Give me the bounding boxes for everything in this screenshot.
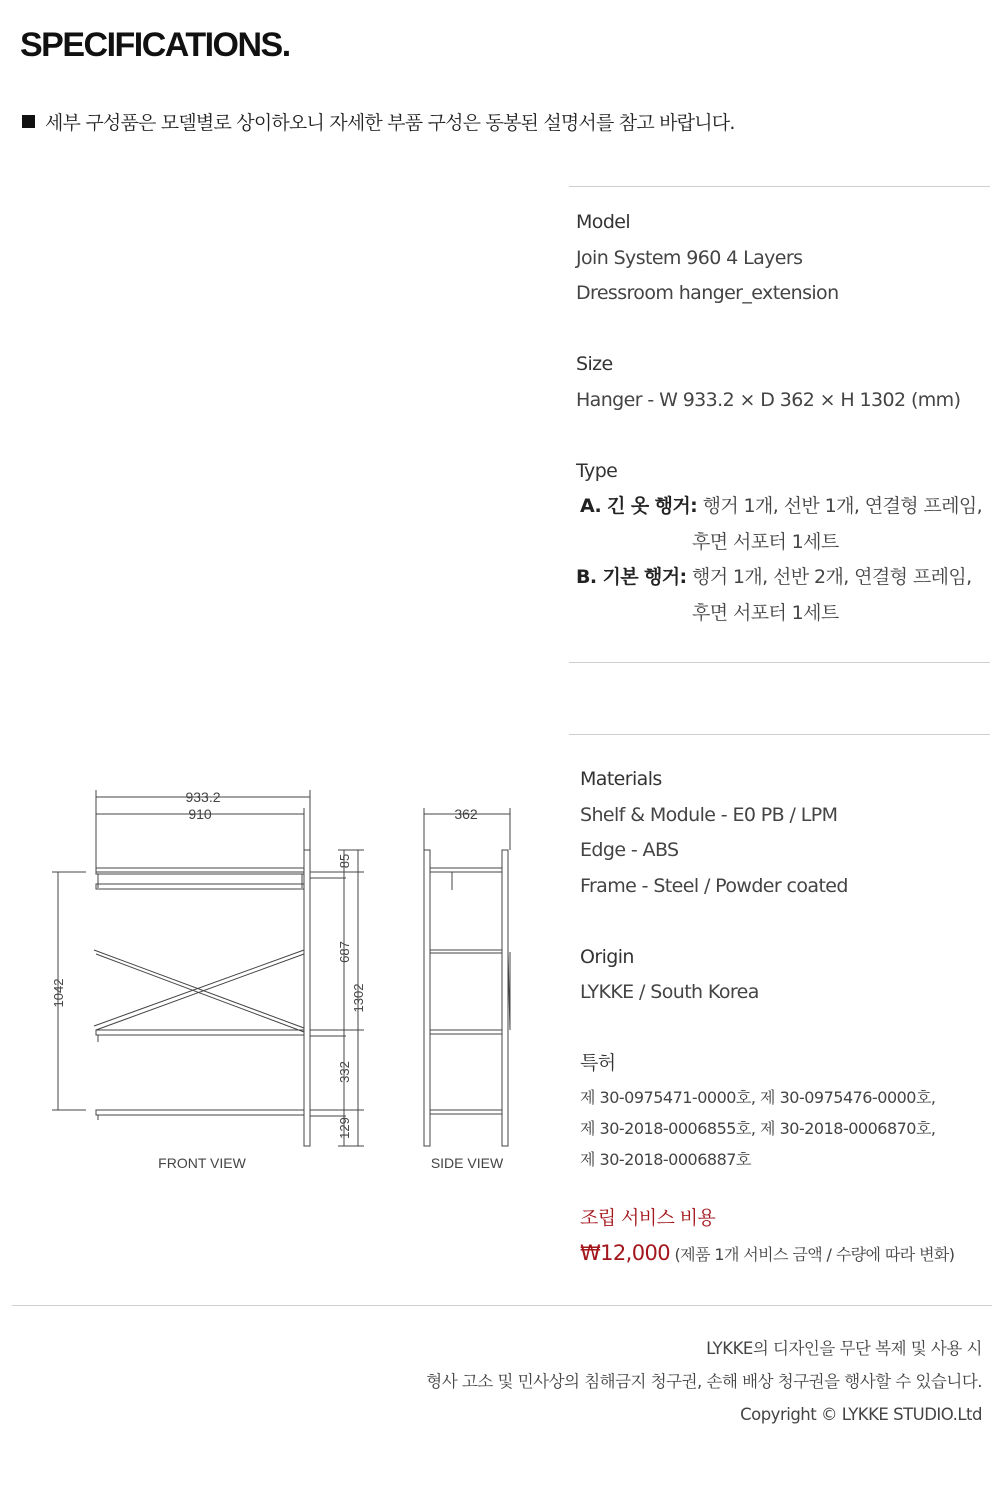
size-heading: Size xyxy=(576,353,613,375)
type-b-text: 행거 1개, 선반 2개, 연결형 프레임, xyxy=(686,566,972,588)
dim-left-height: 1042 xyxy=(51,978,66,1008)
type-a xyxy=(576,489,996,525)
type-a-label: A. 긴 옷 행거: xyxy=(580,495,698,517)
divider xyxy=(569,186,990,187)
notice xyxy=(22,108,735,135)
footer-divider xyxy=(12,1305,992,1306)
divider xyxy=(569,734,990,735)
patent-line-1: 제 30-0975471-0000호, 제 30-0975476-0000호, xyxy=(580,1087,936,1107)
dim-depth: 362 xyxy=(454,806,478,822)
footer-copyright: Copyright © LYKKE STUDIO.Ltd xyxy=(740,1405,982,1424)
notice-text: 세부 구성품은 모델별로 상이하오니 자세한 부품 구성은 동봉된 설명서를 참고 바랍니다. xyxy=(45,112,735,134)
type-a-cont: 후면 서포터 1세트 xyxy=(692,530,839,553)
origin-line: LYKKE / South Korea xyxy=(580,981,759,1003)
service-price: ₩12,000 xyxy=(580,1241,671,1265)
type-heading: Type xyxy=(576,459,618,482)
footer xyxy=(426,1332,982,1431)
materials-line-2: Edge - ABS xyxy=(580,839,679,861)
dim-width-total: 933.2 xyxy=(185,789,221,805)
product-drawing xyxy=(40,780,560,1180)
footer-line-1: LYKKE의 디자인을 무단 복제 및 사용 시 xyxy=(706,1339,982,1358)
model-heading: Model xyxy=(576,211,631,233)
patent-line-2: 제 30-2018-0006855호, 제 30-2018-0006870호, xyxy=(580,1118,936,1138)
dim-687: 687 xyxy=(337,941,352,963)
footer-line-2: 형사 고소 및 민사상의 침해금지 청구권, 손해 배상 청구권을 행사할 수 있습니다. xyxy=(426,1372,982,1391)
dim-85: 85 xyxy=(337,853,352,869)
materials-line-3: Frame - Steel / Powder coated xyxy=(580,874,848,897)
divider xyxy=(569,662,990,663)
service-heading: 조립 서비스 비용 xyxy=(580,1206,716,1229)
side-view-label: SIDE VIEW xyxy=(430,1155,504,1171)
patent-line-3: 제 30-2018-0006887호 xyxy=(580,1149,751,1169)
model-line-2: Dressroom hanger_extension xyxy=(576,282,839,304)
origin-heading: Origin xyxy=(580,945,634,968)
type-b-label: B. 기본 행거: xyxy=(576,566,687,588)
dim-129: 129 xyxy=(337,1117,352,1139)
type-a-text: 행거 1개, 선반 1개, 연결형 프레임, xyxy=(697,495,983,517)
service-note: (제품 1개 서비스 금액 / 수량에 따라 변화) xyxy=(670,1245,955,1264)
type-b xyxy=(576,560,996,596)
page-title: SPECIFICATIONS. xyxy=(20,26,290,64)
materials-line-1: Shelf & Module - E0 PB / LPM xyxy=(580,803,838,826)
size-line: Hanger - W 933.2 × D 362 × H 1302 (mm) xyxy=(576,388,961,411)
service-price-line xyxy=(580,1236,996,1272)
spec-block xyxy=(576,205,996,631)
bullet-square-icon xyxy=(22,115,35,128)
materials-heading: Materials xyxy=(580,768,662,790)
type-b-cont: 후면 서포터 1세트 xyxy=(692,601,839,624)
dim-width-inner: 910 xyxy=(188,806,212,822)
patent-heading: 특허 xyxy=(580,1052,616,1074)
dim-332: 332 xyxy=(337,1061,352,1083)
patent-list xyxy=(580,1082,996,1175)
materials-block xyxy=(580,762,996,1272)
front-view-label: FRONT VIEW xyxy=(158,1155,246,1171)
model-line-1: Join System 960 4 Layers xyxy=(576,246,803,269)
dim-1302: 1302 xyxy=(351,983,366,1013)
